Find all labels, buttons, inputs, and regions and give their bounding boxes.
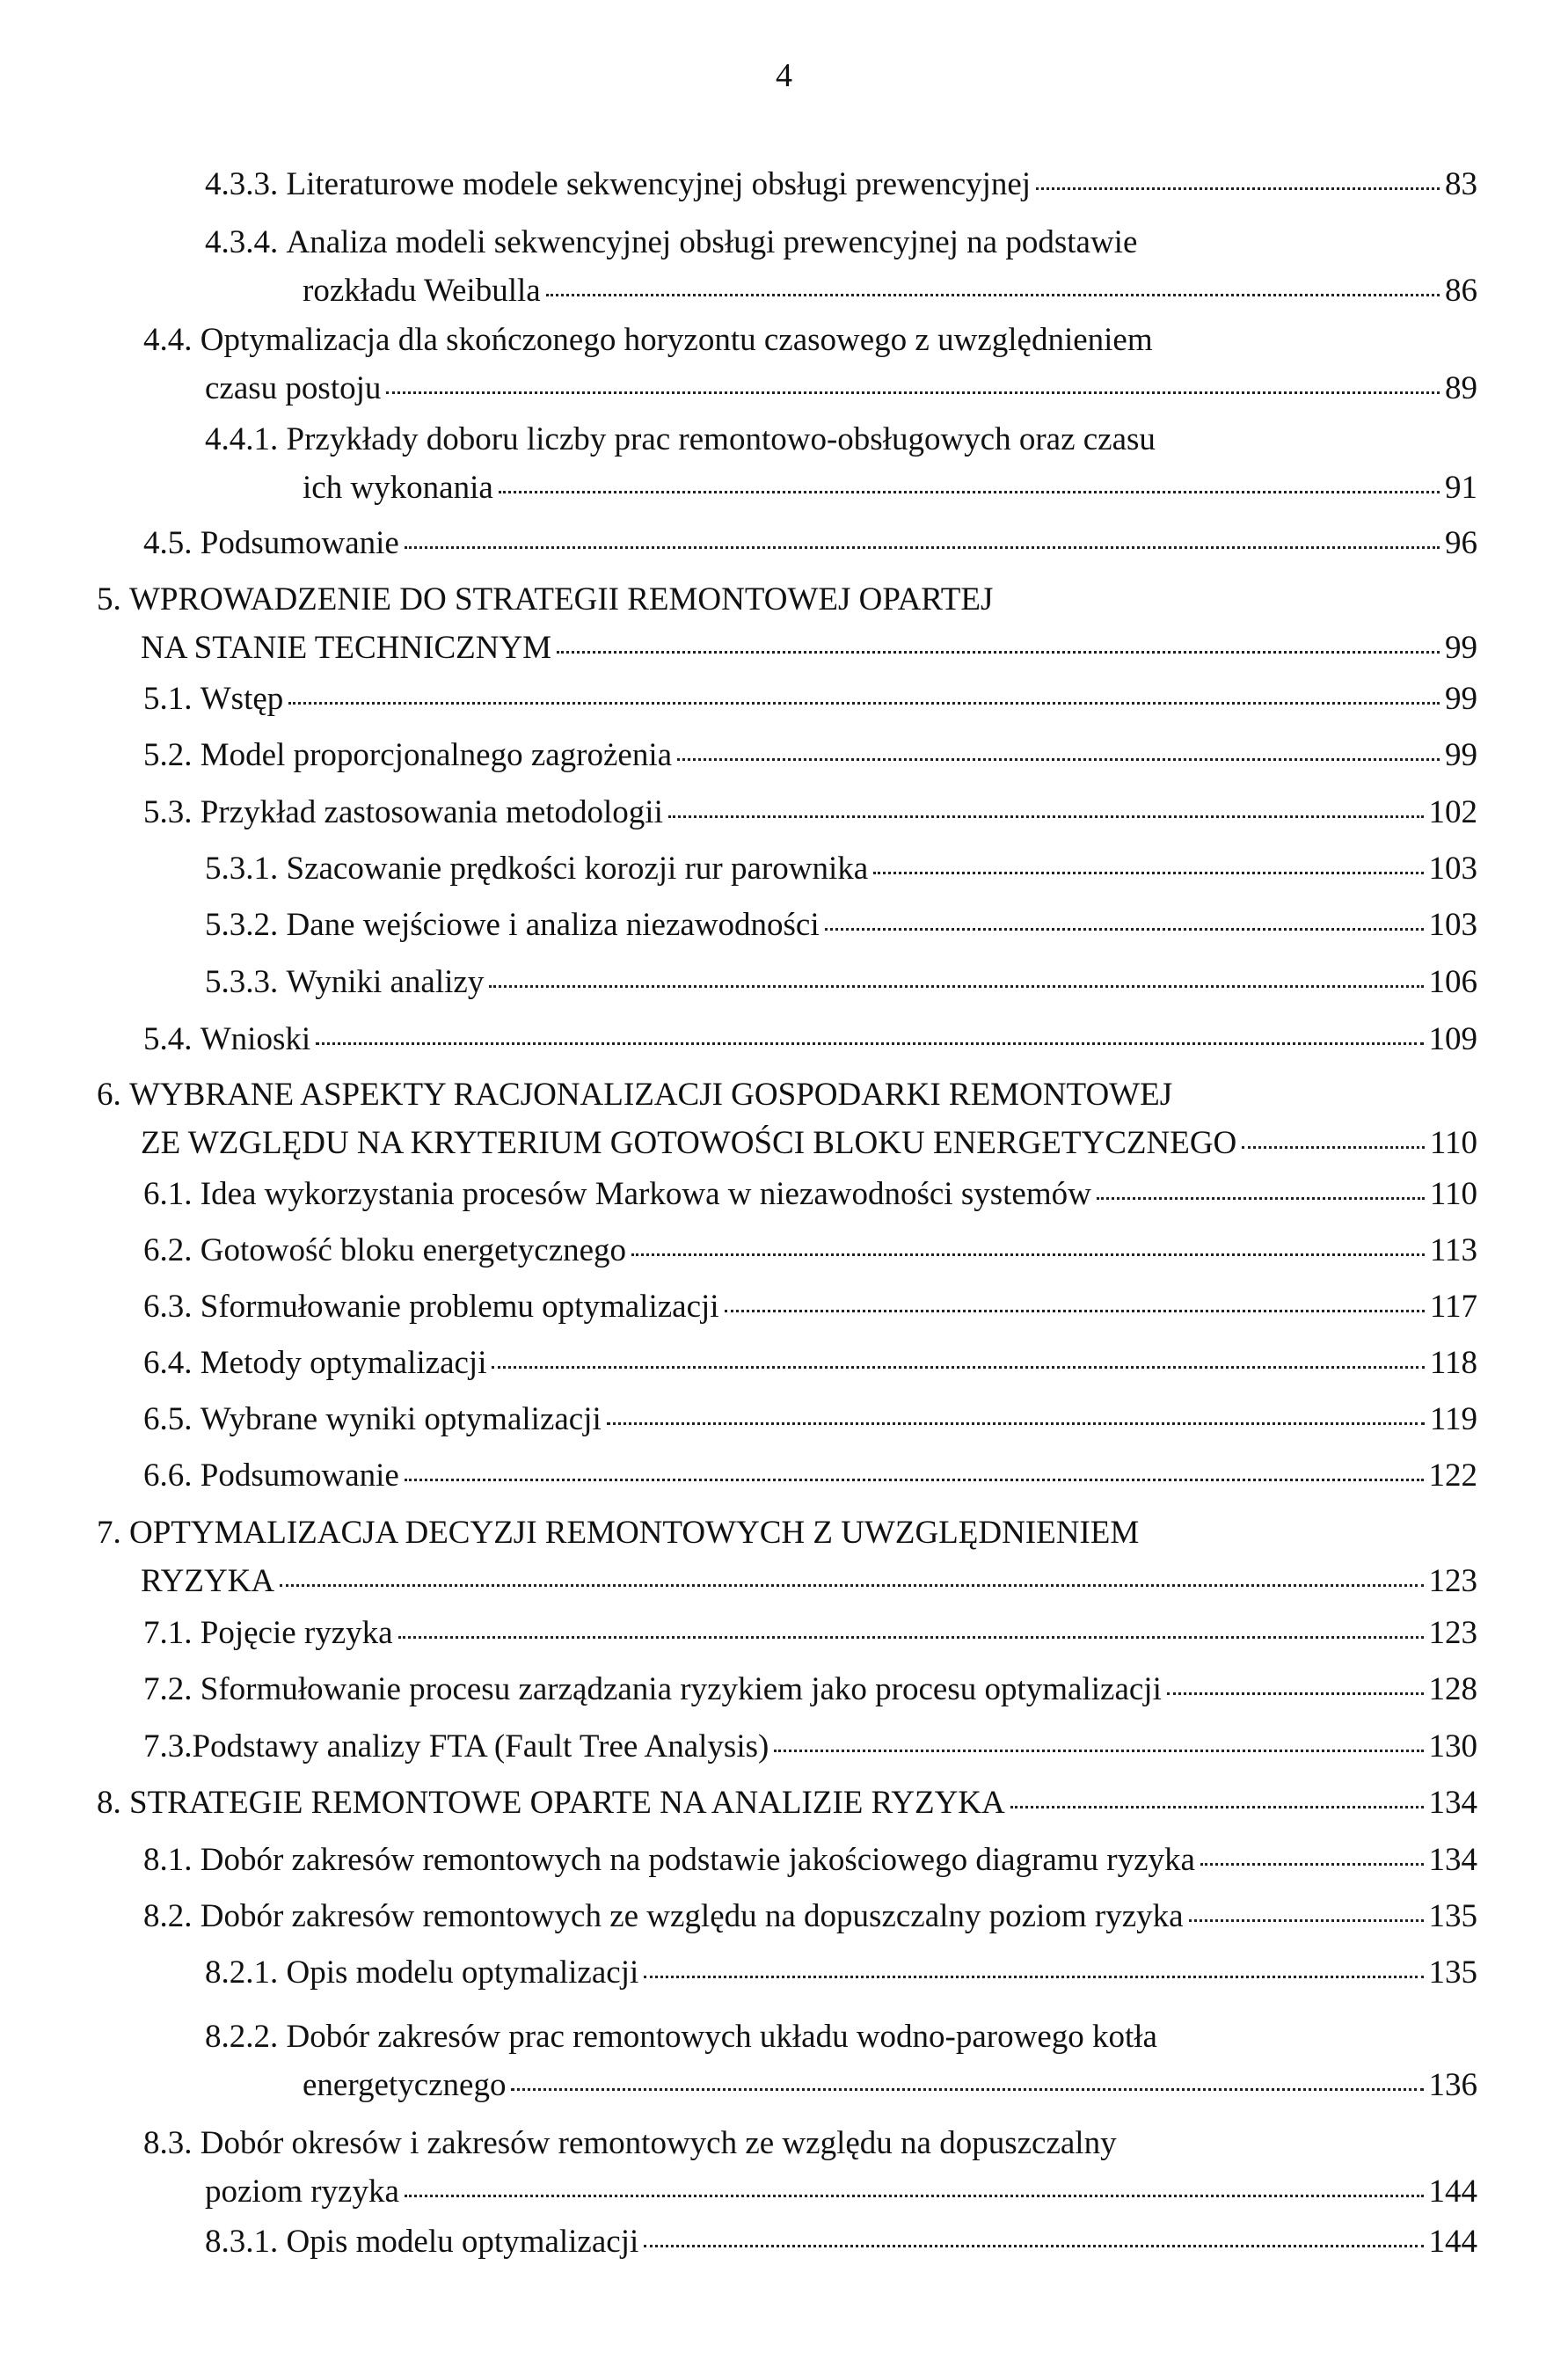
page-number: 4 <box>776 57 792 94</box>
toc-page: 91 <box>1445 470 1477 506</box>
dot-leader <box>492 1366 1424 1369</box>
toc-page: 122 <box>1428 1458 1477 1494</box>
dot-leader <box>825 928 1424 931</box>
toc-page: 106 <box>1428 964 1477 1000</box>
toc-page: 123 <box>1428 1563 1477 1599</box>
toc-title: Opis modelu optymalizacji <box>286 2224 639 2260</box>
toc-number: 5. <box>97 581 121 617</box>
toc-entry <box>143 1339 1477 1387</box>
toc-number: 8.1. <box>143 1842 193 1878</box>
toc-page: 103 <box>1428 851 1477 887</box>
toc-entry <box>143 2119 1477 2216</box>
toc-title: Wyniki analizy <box>286 964 485 1000</box>
dot-leader <box>644 1976 1423 1978</box>
toc-page: 102 <box>1428 794 1477 830</box>
toc-entry <box>143 788 1477 837</box>
toc-entry <box>205 2013 1477 2109</box>
toc-title: ich wykonania <box>303 470 493 506</box>
dot-leader <box>316 1042 1423 1045</box>
toc-title: Wybrane wyniki optymalizacji <box>200 1401 602 1437</box>
toc-number: 8.2. <box>143 1898 193 1934</box>
toc-title-line1: OPTYMALIZACJA DECYZJI REMONTOWYCH Z UWZGLĘDNIENIEM <box>129 1515 1140 1551</box>
toc-entry <box>143 1892 1477 1940</box>
dot-leader <box>1010 1806 1424 1808</box>
toc-entry <box>143 1226 1477 1275</box>
dot-leader <box>546 294 1440 296</box>
toc-number: 5.2. <box>143 737 193 773</box>
toc-title: Przykład zastosowania metodologii <box>200 794 663 830</box>
dot-leader <box>774 1750 1423 1752</box>
toc-page: 134 <box>1428 1785 1477 1821</box>
dot-leader <box>677 758 1440 761</box>
toc-page: 144 <box>1428 2174 1477 2210</box>
dot-leader <box>405 1479 1424 1481</box>
toc-entry <box>143 519 1477 567</box>
toc-page: 134 <box>1428 1842 1477 1878</box>
dot-leader <box>1200 1863 1424 1866</box>
toc-number: 6.2. <box>143 1232 193 1268</box>
toc-title: poziom ryzyka <box>205 2174 399 2210</box>
toc-number: 8.3. <box>143 2125 193 2161</box>
dot-leader <box>405 2195 1424 2197</box>
toc-page: 135 <box>1428 1898 1477 1934</box>
dot-leader <box>280 1584 1423 1587</box>
toc-title: NA STANIE TECHNICZNYM <box>141 630 552 666</box>
toc-title-line1: WYBRANE ASPEKTY RACJONALIZACJI GOSPODARKI REMONTOWEJ <box>129 1077 1173 1113</box>
dot-leader <box>1036 187 1440 190</box>
toc-entry <box>143 1015 1477 1063</box>
dot-leader <box>668 815 1424 818</box>
toc-title: RYZYKA <box>141 1563 275 1599</box>
toc-number: 7.2. <box>143 1671 193 1707</box>
toc-entry <box>205 415 1477 512</box>
toc-number: 6.1. <box>143 1176 193 1212</box>
toc-number: 8.3.1. <box>205 2224 279 2260</box>
toc-page: 130 <box>1428 1728 1477 1765</box>
toc-title: Literaturowe modele sekwencyjnej obsługi prewencyjnej <box>286 166 1032 202</box>
toc-title: Wnioski <box>200 1021 311 1057</box>
toc-number: 8.2.1. <box>205 1954 279 1991</box>
toc-title: rozkładu Weibulla <box>303 273 541 309</box>
toc-number: 5.3.2. <box>205 907 279 943</box>
toc-title-line1: WPROWADZENIE DO STRATEGII REMONTOWEJ OPARTEJ <box>129 581 994 617</box>
toc-page: 109 <box>1428 1021 1477 1057</box>
dot-leader <box>386 391 1440 394</box>
toc-number: 5.3. <box>143 794 193 830</box>
toc-title: ZE WZGLĘDU NA KRYTERIUM GOTOWOŚCI BLOKU ENERGETYCZNEGO <box>141 1125 1237 1161</box>
toc-title: energetycznego <box>303 2067 507 2103</box>
toc-title: Podstawy analizy FTA (Fault Tree Analysis) <box>192 1728 769 1765</box>
toc-entry <box>97 1779 1477 1827</box>
toc-number: 6.3. <box>143 1289 193 1325</box>
toc-title: Sformułowanie problemu optymalizacji <box>200 1289 719 1325</box>
toc-entry <box>205 2218 1477 2266</box>
toc-entry <box>205 160 1477 208</box>
toc-entry <box>143 1722 1477 1771</box>
toc-page: 99 <box>1445 737 1477 773</box>
toc-number: 4.4.1. <box>205 421 279 457</box>
toc-number: 6. <box>97 1077 121 1113</box>
dot-leader <box>398 1636 1424 1639</box>
dot-leader <box>1167 1692 1424 1695</box>
toc-number: 6.4. <box>143 1345 193 1381</box>
toc-page: 144 <box>1428 2224 1477 2260</box>
dot-leader <box>405 546 1440 549</box>
toc-entry <box>205 901 1477 949</box>
toc-page: 128 <box>1428 1671 1477 1707</box>
toc-entry <box>143 1451 1477 1500</box>
dot-leader <box>607 1422 1425 1425</box>
toc-entry <box>205 958 1477 1006</box>
dot-leader <box>725 1310 1425 1312</box>
toc-number: 5.3.1. <box>205 851 279 887</box>
toc-number: 8. <box>97 1785 121 1821</box>
toc-page: 123 <box>1428 1615 1477 1651</box>
toc-number: 7. <box>97 1515 121 1551</box>
toc-entry <box>97 575 1477 672</box>
toc-entry <box>205 1948 1477 1997</box>
toc-title: czasu postoju <box>205 370 382 406</box>
toc-number: 5.3.3. <box>205 964 279 1000</box>
toc-number: 6.5. <box>143 1401 193 1437</box>
toc-entry <box>205 218 1477 315</box>
toc-page: 89 <box>1445 370 1477 406</box>
toc-title-line1: Przykłady doboru liczby prac remontowo-obsługowych oraz czasu <box>286 421 1156 457</box>
toc-page: 83 <box>1445 166 1477 202</box>
toc-title: Podsumowanie <box>200 1458 399 1494</box>
toc-title-line1: Dobór okresów i zakresów remontowych ze względu na dopuszczalny <box>200 2125 1117 2161</box>
toc-entry <box>97 1509 1477 1605</box>
toc-title: Podsumowanie <box>200 525 399 561</box>
toc-title: Dane wejściowe i analiza niezawodności <box>286 907 820 943</box>
toc-page: 113 <box>1429 1232 1477 1268</box>
toc-entry <box>97 1070 1477 1167</box>
toc-page: 135 <box>1428 1954 1477 1991</box>
dot-leader <box>1097 1197 1425 1200</box>
toc-entry <box>143 731 1477 779</box>
toc-entry <box>205 844 1477 893</box>
dot-leader <box>1242 1146 1425 1149</box>
toc-title: Szacowanie prędkości korozji rur parownika <box>286 851 869 887</box>
dot-leader <box>644 2245 1423 2247</box>
toc-number: 4.3.3. <box>205 166 279 202</box>
toc-page: 99 <box>1445 681 1477 717</box>
toc-entry <box>143 1395 1477 1443</box>
toc-entry <box>143 1665 1477 1713</box>
toc-title: Sformułowanie procesu zarządzania ryzykiem jako procesu optymalizacji <box>200 1671 1162 1707</box>
toc-entry <box>143 316 1477 413</box>
toc-title-line1: Analiza modeli sekwencyjnej obsługi prewencyjnej na podstawie <box>286 224 1138 260</box>
toc-page: 118 <box>1429 1345 1477 1381</box>
toc-title: STRATEGIE REMONTOWE OPARTE NA ANALIZIE RYZYKA <box>129 1785 1005 1821</box>
dot-leader <box>631 1253 1425 1256</box>
toc-number: 5.1. <box>143 681 193 717</box>
toc-page: 86 <box>1445 273 1477 309</box>
toc-entry <box>143 675 1477 723</box>
toc-entry <box>143 1609 1477 1657</box>
dot-leader <box>489 985 1423 988</box>
toc-title: Opis modelu optymalizacji <box>286 1954 639 1991</box>
toc-page: 96 <box>1445 525 1477 561</box>
toc-number: 7.1. <box>143 1615 193 1651</box>
toc-title: Dobór zakresów remontowych ze względu na dopuszczalny poziom ryzyka <box>200 1898 1184 1934</box>
toc-title: Model proporcjonalnego zagrożenia <box>200 737 673 773</box>
toc-entry <box>143 1170 1477 1218</box>
toc-title: Idea wykorzystania procesów Markowa w niezawodności systemów <box>200 1176 1091 1212</box>
toc-page: 103 <box>1428 907 1477 943</box>
toc-title-line1: Optymalizacja dla skończonego horyzontu czasowego z uwzględnieniem <box>200 322 1153 358</box>
toc-title: Gotowość bloku energetycznego <box>200 1232 627 1268</box>
toc-number: 4.3.4. <box>205 224 279 260</box>
toc-title: Pojęcie ryzyka <box>200 1615 393 1651</box>
dot-leader <box>1189 1919 1424 1922</box>
toc-title-line1: Dobór zakresów prac remontowych układu wodno-parowego kotła <box>286 2019 1157 2055</box>
toc-number: 4.5. <box>143 525 193 561</box>
toc-number: 5.4. <box>143 1021 193 1057</box>
toc-title: Dobór zakresów remontowych na podstawie jakościowego diagramu ryzyka <box>200 1842 1195 1878</box>
toc-number: 6.6. <box>143 1458 193 1494</box>
dot-leader <box>511 2088 1423 2091</box>
toc-title: Metody optymalizacji <box>200 1345 487 1381</box>
dot-leader <box>288 702 1440 705</box>
toc-page: 119 <box>1429 1401 1477 1437</box>
toc-title: Wstęp <box>200 681 284 717</box>
toc-page: 110 <box>1429 1125 1477 1161</box>
toc-page: 117 <box>1429 1289 1477 1325</box>
toc-page: 136 <box>1428 2067 1477 2103</box>
dot-leader <box>873 872 1423 874</box>
toc-entry <box>143 1282 1477 1331</box>
toc-page: 110 <box>1429 1176 1477 1212</box>
toc-number: 7.3. <box>143 1728 193 1765</box>
toc-number: 4.4. <box>143 322 193 358</box>
toc-page: 99 <box>1445 630 1477 666</box>
dot-leader <box>557 651 1440 654</box>
toc-number: 8.2.2. <box>205 2019 279 2055</box>
toc-entry <box>143 1836 1477 1884</box>
dot-leader <box>499 491 1440 493</box>
